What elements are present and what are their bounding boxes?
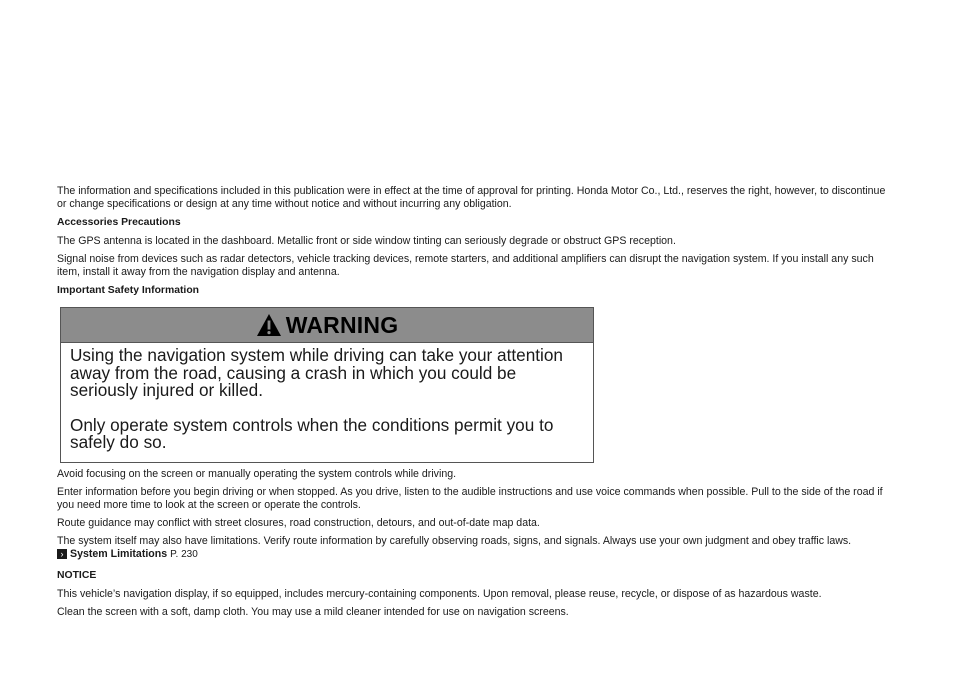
system-limitations-link[interactable] [57, 548, 897, 561]
route-guidance-paragraph: Route guidance may conflict with street closures, road construction, detours, and out-of-date map data. [57, 516, 540, 529]
warning-box [60, 307, 594, 463]
warning-text-2: Only operate system controls when the conditions permit you to safely do so. [70, 414, 554, 453]
mercury-paragraph: This vehicle’s navigation display, if so equipped, includes mercury-containing components. Upon removal, please reuse, recycle, or dispose of as hazardous waste. [57, 587, 822, 600]
gps-antenna-paragraph: The GPS antenna is located in the dashboard. Metallic front or side window tinting can seriously degrade or obstruct GPS reception. [57, 235, 676, 247]
warning-header [61, 308, 593, 343]
enter-information-paragraph: Enter information before you begin driving or when stopped. As you drive, listen to the audible instructions and use voice commands when possible. Pull to the side of the road if you need more time to look at the screen or operate the controls. [57, 485, 883, 511]
system-limitations-paragraph: The system itself may also have limitations. Verify route information by carefully observing roads, signs, and signals. Always use your own judgment and obey traffic laws. [57, 534, 852, 547]
intro-paragraph: The information and specifications included in this publication were in effect at the time of approval for printing. Honda Motor Co., Ltd., reserves the right, however, to discontinue or change specifications or design at any time without notice and without incurring any obligation. [57, 185, 886, 210]
warning-triangle-icon [256, 313, 282, 337]
notice-heading: NOTICE [57, 569, 97, 581]
warning-title: WARNING [285, 311, 399, 338]
reference-page: P. 230 [170, 548, 198, 560]
avoid-focusing-paragraph: Avoid focusing on the screen or manually operating the system controls while driving. [57, 467, 457, 480]
arrow-right-icon: › [57, 549, 67, 559]
signal-noise-paragraph: Signal noise from devices such as radar detectors, vehicle tracking devices, remote starters, and additional amplifiers can disrupt the navigation system. If you install any such item, install it away from the navigation display and antenna. [57, 253, 874, 278]
safety-heading: Important Safety Information [57, 285, 200, 296]
warning-text-1: Using the navigation system while driving can take your attention away from the road, causing a crash in which you could be seriously injured or killed. [70, 345, 563, 401]
accessories-heading: Accessories Precautions [57, 217, 181, 228]
document-page [57, 185, 897, 624]
reference-label: System Limitations [70, 547, 168, 560]
clean-screen-paragraph: Clean the screen with a soft, damp cloth. You may use a mild cleaner intended for use on navigation screens. [57, 605, 569, 618]
warning-body [61, 343, 593, 462]
